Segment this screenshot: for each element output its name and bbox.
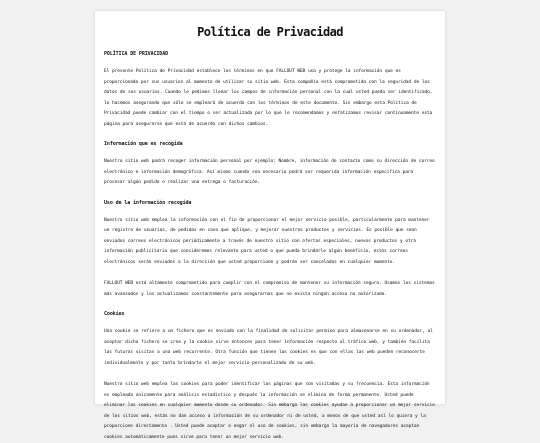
privacy-policy-card xyxy=(94,10,446,440)
paragraph-security: FALLOUT WEB está altamente comprometido para cumplir con el compromiso de mantener su información segura. Usamos los sistemas más avanzados y los actualizamos constantemente para asegurarnos que no exista ningún acceso no autorizado. xyxy=(104,281,435,297)
section-heading-cookies: Cookies xyxy=(104,311,125,317)
page-title: Política de Privacidad xyxy=(197,25,343,39)
section-heading-info-collected: Información que es recogida xyxy=(104,141,183,147)
paragraph-cookies-usage: Nuestro sitio web emplea las cookies para poder identificar las páginas que son visitadas y su frecuencia. Esta información es empleada únicamente para análisis estadístico y después la información se elimina de forma permanente. Usted puede eliminar las cookies en cualquier momento desde su ordenador. Sin embargo las cookies ayudan a proporcionar un mejor servicio de los sitios web, estás no dan acceso a información de su ordenador ni de usted, a menos de que usted así lo quiera y la proporcione directamente . Usted puede aceptar o negar el uso de cookies, sin embargo la mayoría de navegadores aceptan cookies automáticamente pues sirve para tener un mejor servicio web. xyxy=(104,382,435,440)
paragraph-cookies-definition: Una cookie se refiere a un fichero que es enviado con la finalidad de solicitar permiso para almacenarse en su ordenador, al aceptar dicho fichero se crea y la cookie sirve entonces para tener información respecto al tráfico web, y también facilita las futuras visitas a una web recurrente. Otra función que tienen las cookies es que con ellas las web pueden reconocerte individualmente y por tanto brindarte el mejor servicio personalizado de su web. xyxy=(104,329,433,366)
paragraph-info-use: Nuestro sitio web emplea la información con el fin de proporcionar el mejor servicio posible, particularmente para mantener un registro de usuarios, de pedidos en caso que aplique, y mejorar nuestros productos y servicios. Es posible que sean enviados correos electrónicos periódicamente a través de nuestro sitio con ofertas especiales, nuevos productos y otra información publicitaria que consideremos relevante para usted o que pueda brindarle algún beneficio, estos correos electrónicos serán enviados a la dirección que usted proporcione y podrán ser cancelados en cualquier momento. xyxy=(104,217,430,265)
section-heading-privacy: POLÍTICA DE PRIVACIDAD xyxy=(104,51,169,57)
section-heading-info-use: Uso de la información recogida xyxy=(104,199,192,206)
paragraph-intro: El presente Política de Privacidad establece los términos en que FALLOUT WEB usa y protege la información que es proporcionada por sus usuarios al momento de utilizar su sitio web. Esta compañía está comprometida con la seguridad de los datos de sus usuarios. Cuando le pedimos llenar los campos de información personal con la cual usted pueda ser identificado, lo hacemos asegurando que sólo se empleará de acuerdo con los términos de este documento. Sin embargo esta Política de Privacidad puede cambiar con el tiempo o ser actualizada por lo que le recomendamos y enfatizamos revisar continuamente esta página para asegurarse que está de acuerdo con dichos cambios. xyxy=(104,69,433,127)
paragraph-info-collected: Nuestro sitio web podrá recoger información personal por ejemplo: Nombre, información de contacto como su dirección de correo electrónico e información demográfica. Así mismo cuando sea necesario podrá ser requerida información específica para procesar algún pedido o realizar una entrega o facturación. xyxy=(104,159,435,185)
